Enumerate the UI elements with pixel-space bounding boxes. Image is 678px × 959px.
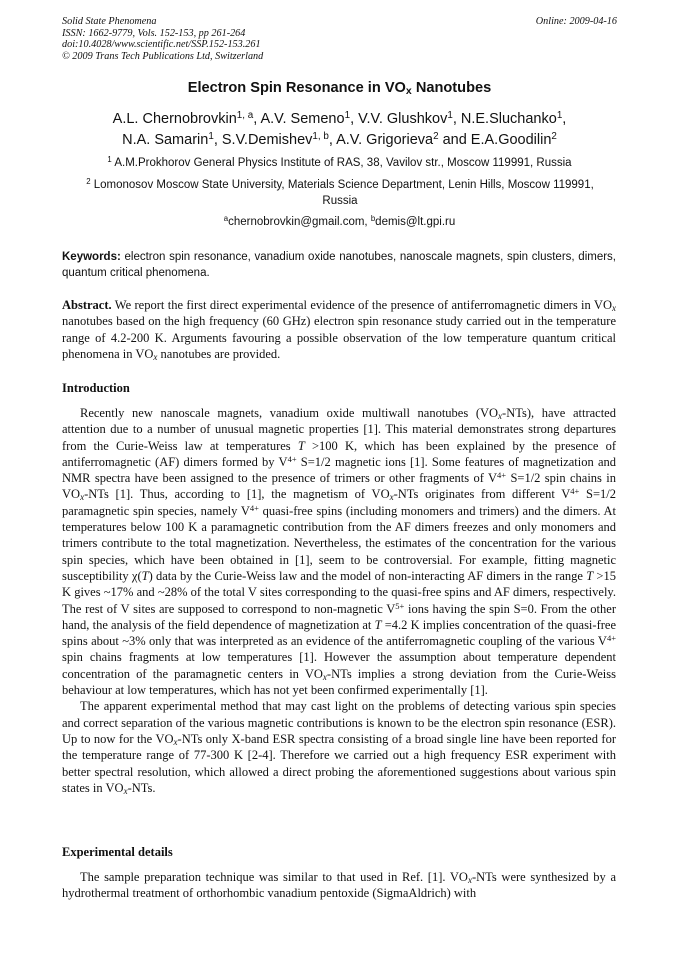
- introduction-body: [62, 405, 616, 796]
- intro-paragraph-1: Recently new nanoscale magnets, vanadium oxide multiwall nanotubes $(VO_x-NTs)$, have attracted attention due to a number of unusual magnetic properties [1]. This material demonstrates strong departures from the Curie-Weiss law at temperatures T >100 K, which has been explained by the presence of antiferromagnetic (AF) dimers formed by $V^{4+}$ S=1/2 magnetic ions [1]. Some features of magnetization and NMR spectra have been assigned to the presence of trimers or other fragments of $V^{4+}$ S=1/2 spin chains in $VO_x$-NTs [1]. Thus, according to [1], the magnetism of $VO_x$-NTs originates from different $V^{4+}$ S=1/2 paramagnetic spin species, namely $V^{4+}$ quasi-free spins (including monomers and trimers) and the dimers. At temperatures below 100 K a paramagnetic contribution from the AF dimers freezes and only monomers and trimers contribute to the total magnetization. Nevertheless, the estimates of the concentration for the various spin species, which have been obtained in [1], seem to be controversial. For example, fitting magnetic susceptibility χ(T) data by the Curie-Weiss law and the model of non-interacting AF dimers in the range T >15 K gives ~17% and ~28% of the total V sites corresponding to the quasi-free spins and AF dimers, respectively. The rest of V sites are supposed to correspond to non-magnetic $V^{5+}$ ions having the spin S=0. From the other hand, the analysis of the field dependence of magnetization at T =4.2 K implies concentration of the quasi-free spins about ~3% only that was interpreted as an evidence of the antiferromagnetic coupling of the various $V^{4+}$ spin chains fragments at low temperatures [1]. However the assumption about temperature dependent concentration of the paramagnetic centers in $VO_x$-NTs implies a strong deviation from the Curie-Weiss behaviour at low temperatures, which has not yet been confirmed experimentally [1].: [62, 406, 616, 698]
- experimental-paragraph-1: The sample preparation technique was similar to that used in Ref. [1]. $VO_x$-NTs were synthesized by a hydrothermal treatment of orthorhombic vanadium pentoxide (SigmaAldrich) with: [62, 870, 616, 901]
- keywords: Keywords: electron spin resonance, vanadium oxide nanotubes, nanoscale magnets, spin clusters, dimers, quantum critical phenomena.: [62, 251, 616, 279]
- issn-line: ISSN: 1662-9779, Vols. 152-153, pp 261-264: [62, 27, 246, 39]
- abstract: Abstract. We report the first direct experimental evidence of the presence of antiferromagnetic dimers in $VO_x$ nanotubes based on the high frequency (60 GHz) electron spin resonance study carried out in the temperature range of 4.2-200 K. Arguments favouring a possible observation of the low temperature quantum critical phenomena in $VO_x$ nanotubes are provided.: [62, 298, 616, 362]
- copyright-line: © 2009 Trans Tech Publications Ltd, Switzerland: [62, 50, 264, 62]
- affiliation-1: $^1$ A.M.Prokhorov General Physics Institute of RAS, 38, Vavilov str., Moscow 119991, Russia: [107, 155, 572, 169]
- experimental-body: [62, 869, 616, 902]
- journal-header: [62, 16, 617, 62]
- section-heading-introduction: Introduction: [62, 381, 130, 395]
- author-line-2: N.A. Samarin$^1$, S.V.Demishev$^{1, b}$, A.V. Grigorieva$^2$ and E.A.Goodilin$^2$: [122, 131, 557, 148]
- author-line-1: A.L. Chernobrovkin$^{1, a}$, A.V. Semeno$^1$, V.V. Glushkov$^1$, N.E.Sluchanko$^1$,: [112, 110, 567, 127]
- email-line: $^a$chernobrovkin@gmail.com, $^b$demis@lt.gpi.ru: [223, 214, 456, 228]
- paper-title: Electron Spin Resonance in $VO_x$ Nanotubes: [187, 80, 492, 98]
- online-date: Online: 2009-04-16: [535, 16, 617, 27]
- doi-line: doi:10.4028/www.scientific.net/SSP.152-153.261: [62, 39, 261, 51]
- affiliation-2: $^2$ Lomonosov Moscow State University, Materials Science Department, Lenin Hills, Moscow 119991, Russia: [86, 177, 594, 207]
- intro-paragraph-2: The apparent experimental method that may cast light on the problems of detecting various spin species and correct separation of the various magnetic contributions is known to be the electron spin resonance (ESR). Up to now for the $VO_x$-NTs only X-band ESR spectra consisting of a broad single line have been reported for the temperature range of 77-300 K [2-4]. Therefore we carried out a high frequency ESR experiment with better spectral resolution, which allowed a direct probing the aforementioned suggestions about various spin states in $VO_x$-NTs.: [62, 699, 617, 796]
- section-heading-experimental: Experimental details: [62, 845, 173, 859]
- journal-name: Solid State Phenomena: [62, 16, 157, 27]
- author-list: [62, 109, 617, 151]
